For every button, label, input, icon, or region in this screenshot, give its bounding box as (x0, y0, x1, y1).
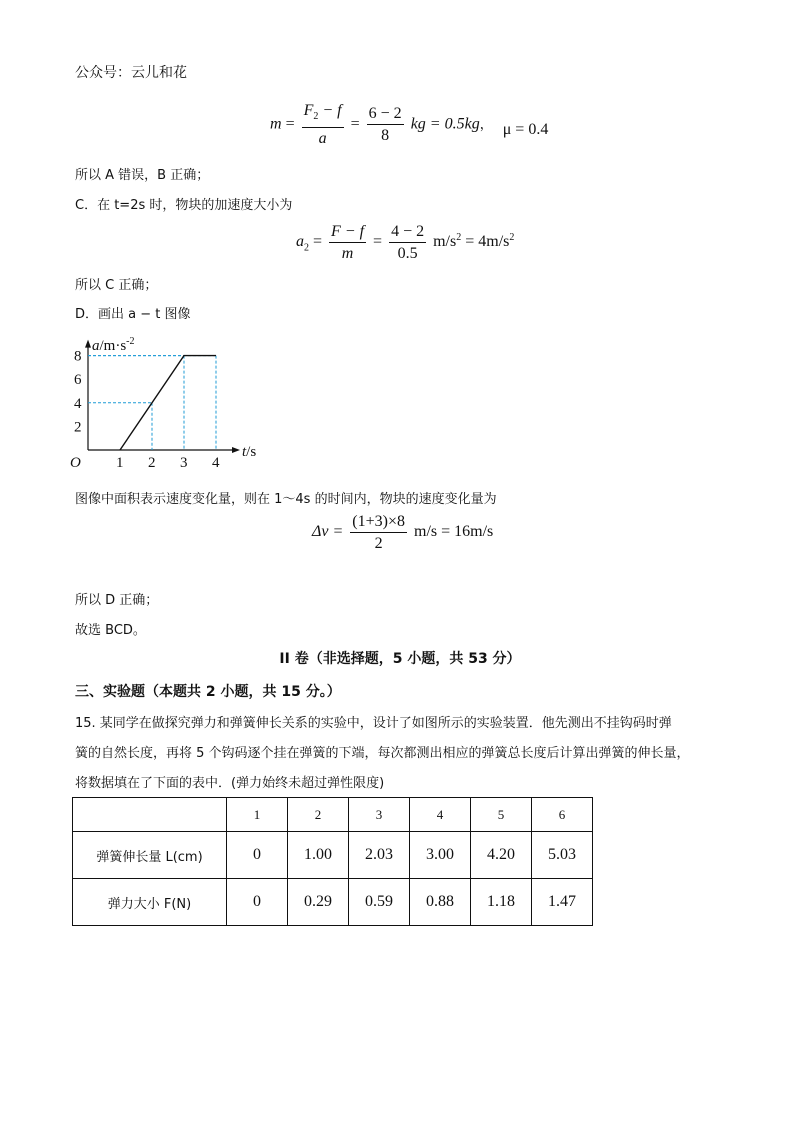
x-axis-label: t/s (242, 444, 257, 460)
eq1-frac2: $\frac{6 - 2}{8}$ (368, 105, 402, 145)
q15-line3: 将数据填在了下面的表中．(弹力始终未超过弹性限度) (75, 776, 385, 791)
line-d-ok: 所以 D 正确； (75, 593, 159, 608)
eq2-frac1: $\frac{F - f}{m}$ (331, 223, 365, 262)
origin-label: O (70, 455, 81, 471)
x-tick-label: 2 (148, 455, 156, 471)
eq1-eq: = (285, 115, 295, 133)
x-tick-label: 1 (116, 455, 124, 471)
eq1-frac1: $\frac{F_2 - f}{a}$ (303, 102, 342, 148)
header-text: 公众号：云儿和花 (75, 65, 187, 81)
eq2-frac2: $\frac{4 - 2}{0.5}$ (391, 223, 425, 262)
y-tick-label: 4 (74, 395, 82, 412)
x-tick-label: 4 (212, 455, 220, 471)
y-tick-label: 2 (74, 419, 82, 436)
y-axis-label: $a/m\cdot s^{-2}$ (92, 336, 135, 354)
y-tick-label: 6 (74, 372, 82, 389)
x-axis-arrow (232, 447, 240, 453)
a-t-graph (60, 330, 280, 480)
line-ab: 所以 A 错误，B 正确； (75, 168, 210, 183)
line-c-intro: C．在 t=2s 时，物块的加速度大小为 (75, 198, 293, 213)
y-axis-arrow (85, 340, 91, 348)
equation-delta-v: Δv = $\frac{(1+3)\times 8}{2}$ m/s = 16m/s (312, 513, 494, 552)
eq1-mu: μ = 0.4 (502, 121, 549, 139)
x-tick-label: 3 (180, 455, 188, 471)
table-row: 弹力大小 F(N) 0 0.29 0.59 0.88 1.18 1.47 (73, 879, 593, 926)
section2-title: II 卷（非选择题，5 小题，共 53 分） (279, 651, 521, 667)
equation-mass: m = $\frac{F_2 - f}{a}$ = $\frac{6 - 2}{8}$ kg = 0.5kg， μ = 0.4 (270, 102, 549, 148)
section3-title: 三、实验题（本题共 2 小题，共 15 分。） (75, 684, 341, 700)
data-table (72, 797, 593, 926)
table-header-row: 1 2 3 4 5 6 (73, 798, 593, 832)
eq1-m: m (270, 115, 282, 133)
line-answer: 故选 BCD。 (75, 623, 146, 638)
line-d-intro: D．画出 a − t 图像 (75, 307, 191, 322)
eq1-unit: kg (410, 115, 426, 133)
q15-line2: 簧的自然长度，再将 5 个钩码逐个挂在弹簧的下端，每次都测出相应的弹簧总长度后计算出弹簧的伸长量， (75, 746, 690, 761)
equation-accel: $a_2$ = $\frac{F - f}{m}$ = $\frac{4 - 2}{0.5}$ $m/s^2 = 4m/s^2$ (296, 223, 515, 262)
table-row: 弹簧伸长量 L(cm) 0 1.00 2.03 3.00 4.20 5.03 (73, 832, 593, 879)
line-c-ok: 所以 C 正确； (75, 278, 158, 293)
eq1-result: = 0.5kg (429, 115, 480, 133)
y-tick-label: 8 (74, 348, 82, 365)
eq3-frac: $\frac{(1+3)\times 8}{2}$ (352, 513, 405, 552)
q15-line1: 15. 某同学在做探究弹力和弹簧伸长关系的实验中，设计了如图所示的实验装置．他先测出不挂钩码时弹 (75, 716, 672, 731)
line-area: 图像中面积表示速度变化量，则在 1～4s 的时间内，物块的速度变化量为 (75, 492, 497, 507)
